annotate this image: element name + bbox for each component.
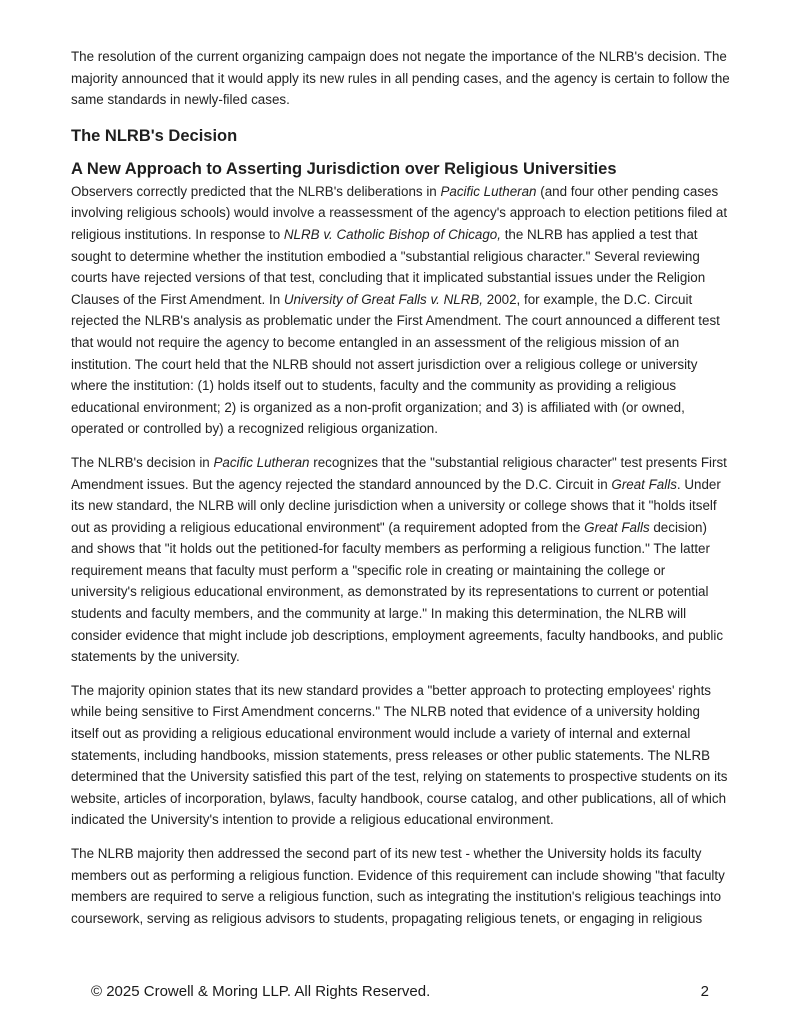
case-name-italic: Pacific Lutheran <box>440 183 537 199</box>
paragraph-new-standard <box>71 452 731 668</box>
footer-copyright: © 2025 Crowell & Moring LLP. All Rights Reserved. <box>91 983 431 1000</box>
text-run: decision) and shows that "it holds out the petitioned-for faculty members as performing a religious function." The latter requirement means that faculty must perform a "specific role in creating or maintaining the college or university's religious educational environment, as demonstrated by its representations to current or potential students and faculty members, and the community at large." In making this determination, the NLRB will consider evidence that might include job descriptions, employment agreements, faculty handbooks, and public statements by the university. <box>71 519 724 665</box>
paragraph-intro: The resolution of the current organizing campaign does not negate the importance of the NLRB's decision. The majority announced that it would apply its new rules in all pending cases, and the agency is certain to follow the same standards in newly-filed cases. <box>71 49 730 108</box>
paragraph-majority-opinion: The majority opinion states that its new standard provides a "better approach to protecting employees' rights while being sensitive to First Amendment concerns." The NLRB noted that evidence of a university holding itself out as providing a religious educational environment would include a variety of internal and external statements, including handbooks, mission statements, press releases or other public statements. The NLRB determined that the University satisfied this part of the test, relying on statements to prospective students on its website, articles of incorporation, bylaws, faculty handbook, course catalog, and other publications, all of which indicated the University's intention to provide a religious educational environment. <box>71 682 728 828</box>
text-run: Observers correctly predicted that the NLRB's deliberations in <box>71 183 441 199</box>
subsection-heading-approach: A New Approach to Asserting Jurisdiction over Religious Universities <box>71 159 617 178</box>
document-body <box>71 46 731 941</box>
case-name-italic: NLRB v. Catholic Bishop of Chicago, <box>283 226 501 242</box>
text-run: . Under its new standard, the NLRB will only decline jurisdiction when a university or college shows that it "holds itself out as providing a religious educational environment" (a requirement adopted from the <box>71 476 721 535</box>
page-number: 2 <box>700 983 709 1000</box>
paragraph-second-part: The NLRB majority then addressed the second part of its new test - whether the University holds its faculty members out as performing a religious function. Evidence of this requirement can include showing "that faculty members are required to serve a religious function, such as integrating the institution's religious teachings into coursework, serving as religious advisors to students, propagating religious tenets, or engaging in religious <box>71 846 725 926</box>
text-run: 2002, for example, the D.C. Circuit rejected the NLRB's analysis as problematic under the First Amendment. The court announced a different test that would not require the agency to become entangled in an assessment of the religious mission of an institution. The court held that the NLRB should not assert jurisdiction over a religious college or university where the institution: (1) holds itself out to students, faculty and the community as providing a religious educational environment; 2) is organized as a non-profit organization; and 3) is affiliated with (or owned, operated or controlled by) a recognized religious organization. <box>71 291 720 437</box>
text-run: (and four other pending cases involving religious schools) would involve a reassessment of the agency's approach to election petitions filed at religious institutions. In response to <box>71 183 728 242</box>
case-name-italic: Great Falls <box>611 476 677 492</box>
page-footer <box>91 983 709 1000</box>
case-name-italic: Great Falls <box>584 519 650 535</box>
text-run: The NLRB's decision in <box>71 454 214 470</box>
case-name-italic: Pacific Lutheran <box>213 454 310 470</box>
text-run: recognizes that the "substantial religious character" test presents First Amendment issues. But the agency rejected the standard announced by the D.C. Circuit in <box>71 454 727 492</box>
case-name-italic: University of Great Falls v. NLRB, <box>283 291 484 307</box>
section-heading-decision: The NLRB's Decision <box>71 126 238 145</box>
text-run: the NLRB has applied a test that sought to determine whether the institution embodied a "substantial religious character." Several reviewing courts have rejected versions of that test, concluding that it implicated substantial issues under the Religion Clauses of the First Amendment. In <box>71 226 706 307</box>
paragraph-jurisdiction <box>71 181 731 440</box>
